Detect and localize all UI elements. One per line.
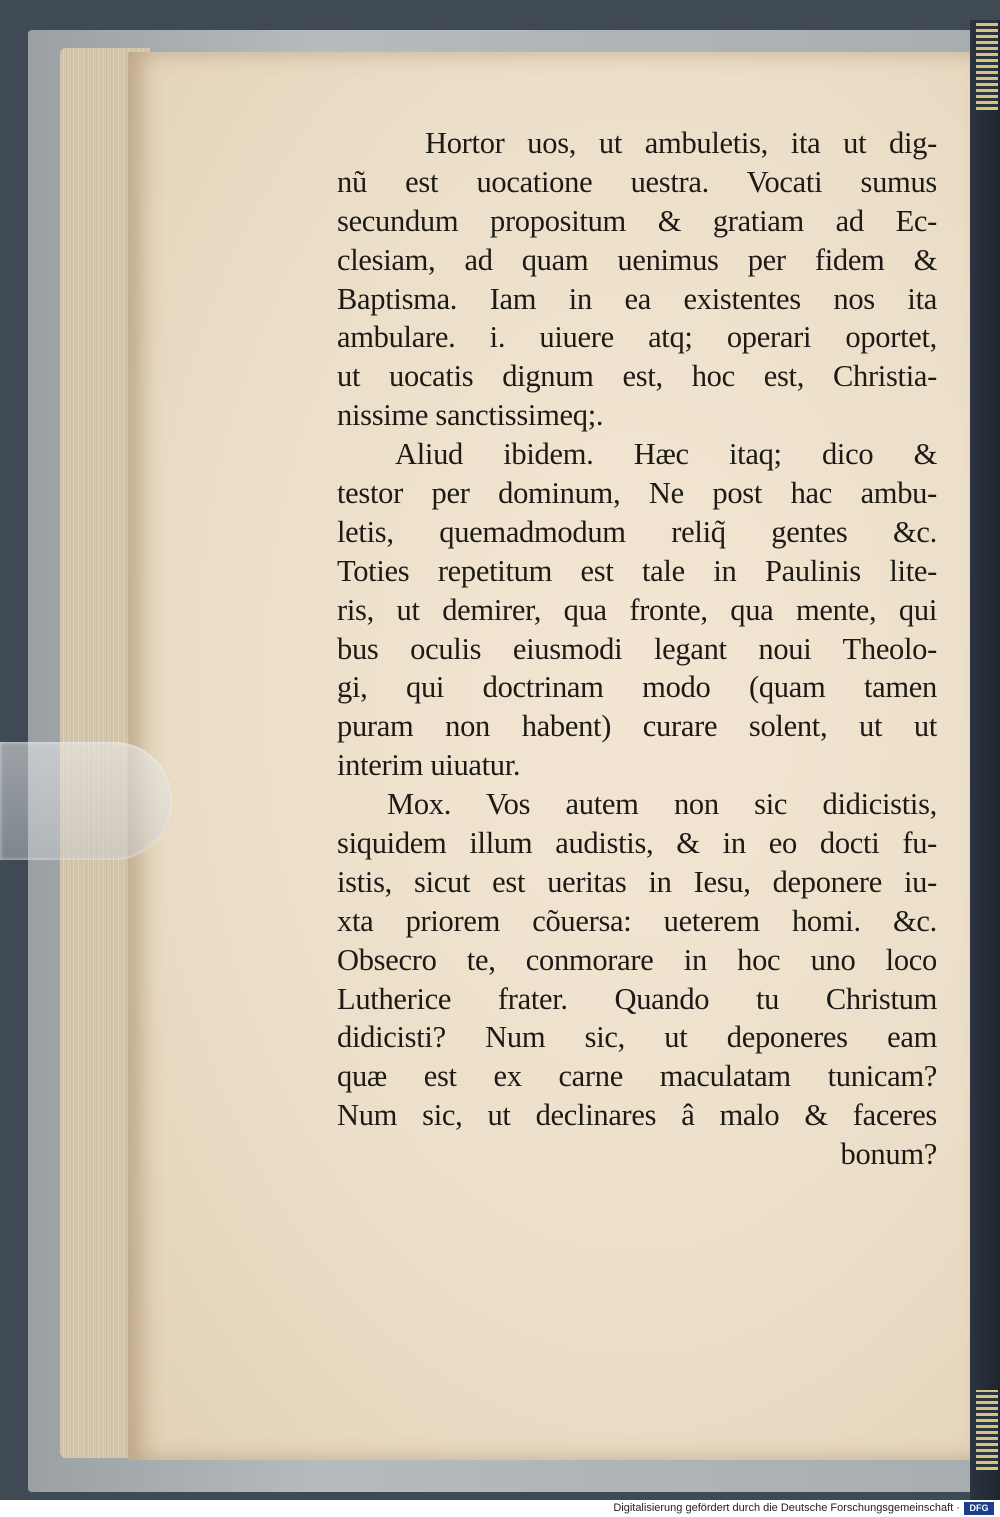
spine-headband-bottom [976,1390,998,1470]
text-line: ambulare. i. uiuere atq; operari oportet, [337,320,937,355]
text-line: puram non habent) curare solent, ut ut [337,709,937,744]
text-line: ut uocatis dignum est, hoc est, Christia- [337,359,937,394]
text-line: xta priorem cõuersa: ueterem homi. &c. [337,903,937,938]
text-line: bus oculis eiusmodi legant noui Theolo- [337,631,937,666]
text-line: interim uiuatur. [337,748,521,783]
text-line: nũ est uocatione uestra. Vocati sumus [337,164,937,199]
text-line: Lutherice frater. Quando tu Christum [337,981,937,1016]
text-line: Mox. Vos autem non sic didicistis, [387,787,937,822]
catchword: bonum? [840,1137,937,1172]
text-line: Baptisma. Iam in ea existentes nos ita [337,281,937,316]
text-line: siquidem illum audistis, & in eo docti fu- [337,826,937,861]
book-spine [970,20,1000,1500]
text-line: Num sic, ut declinares â malo & faceres [337,1098,937,1133]
text-line: secundum propositum & gratiam ad Ec- [337,203,937,238]
text-line: Aliud ibidem. Hæc itaq; dico & [395,437,937,472]
digitization-footer [0,1500,1000,1517]
page-clip [0,742,172,860]
dfg-logo: DFG [964,1502,994,1515]
text-line: ris, ut demirer, qua fronte, qua mente, qui [337,592,937,627]
text-line: gi, qui doctrinam modo (quam tamen [337,670,937,705]
text-line: nissime sanctissimeq;. [337,398,604,433]
text-line: quæ est ex carne maculatam tunicam? [337,1059,937,1094]
page-text-block [337,124,937,1174]
text-line: Hortor uos, ut ambuletis, ita ut dig- [425,126,937,160]
text-line: letis, quemadmodum reliq̃ gentes &c. [337,514,937,549]
text-line: istis, sicut est ueritas in Iesu, deponere iu- [337,864,937,899]
text-line: clesiam, ad quam uenimus per fidem & [337,242,937,277]
text-line: testor per dominum, Ne post hac ambu- [337,476,937,511]
text-line: Toties repetitum est tale in Paulinis lite- [337,553,937,588]
funding-credit: Digitalisierung gefördert durch die Deutsche Forschungsgemeinschaft · [613,1502,960,1514]
text-line: didicisti? Num sic, ut deponeres eam [337,1020,937,1055]
spine-headband-top [976,20,998,110]
text-line: Obsecro te, conmorare in hoc uno loco [337,942,937,977]
